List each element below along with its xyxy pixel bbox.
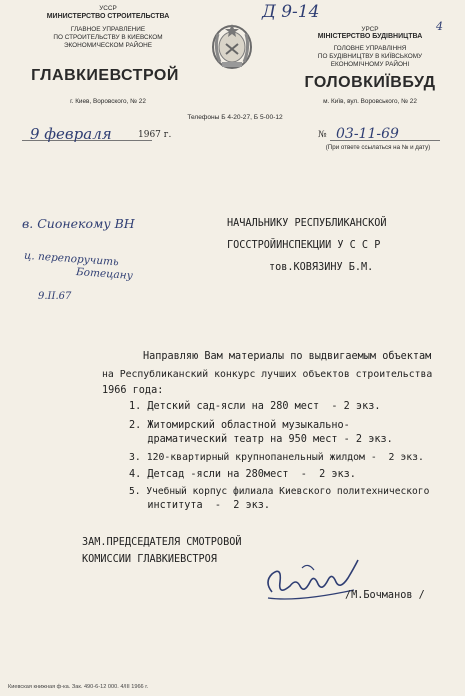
letterhead-left-admin-2: ПО СТРОИТЕЛЬСТВУ В КИЕВСКОМ xyxy=(53,34,163,41)
annotation-corner: 4 xyxy=(436,20,443,33)
addressee-line-3: тов.КОВЯЗИНУ Б.М. xyxy=(269,262,374,273)
number-prefix: № xyxy=(318,130,327,140)
date-handwritten: 9 февраля xyxy=(30,125,112,143)
addressee-line-1: НАЧАЛЬНИКУ РЕСПУБЛИКАНСКОЙ xyxy=(227,218,387,229)
letterhead-right-ministry: МІНІСТЕРСТВО БУДІВНИЦТВА xyxy=(317,33,423,40)
list-item-2: 2. Житомирский областной музыкально- xyxy=(129,420,350,431)
ussr-coat-of-arms-icon xyxy=(210,22,254,70)
date-year: 1967 г. xyxy=(138,130,172,140)
signatory-title-line-1: ЗАМ.ПРЕДСЕДАТЕЛЯ СМОТРОВОЙ xyxy=(82,537,242,548)
letterhead-left-admin-3: ЭКОНОМИЧЕСКОМ РАЙОНЕ xyxy=(63,42,153,49)
letterhead-right-admin-1: ГОЛОВНЕ УПРАВЛІННЯ xyxy=(333,45,407,52)
letterhead-right-admin-3: ЕКОНОМІЧНОМУ РАЙОНІ xyxy=(330,61,410,68)
letterhead-right-ussr: УРСР xyxy=(361,26,379,33)
annotation-top: Д 9-14 xyxy=(262,2,320,22)
reply-note: (При ответе ссылаться на № и дату) xyxy=(325,144,431,151)
signatory-name: /М.Бочманов / xyxy=(345,590,425,601)
list-item-5: 5. Учебный корпус филиала Киевского политехнического xyxy=(129,486,430,497)
list-item-3: 3. 120-квартирный крупнопанельный жилдом - 2 экз. xyxy=(129,452,424,463)
letterhead-right-brand: ГОЛОВКИЇВБУД xyxy=(304,74,436,91)
letterhead-left-admin-1: ГЛАВНОЕ УПРАВЛЕНИЕ xyxy=(70,26,146,33)
letterhead-left-ministry: МИНИСТЕРСТВО СТРОИТЕЛЬСТВА xyxy=(46,13,170,20)
resolution-line-1: в. Сионекому ВН xyxy=(22,216,135,231)
letterhead-left-ussr: УССР xyxy=(99,5,117,12)
body-intro-line-1: Направляю Вам материалы по выдвигаемым объектам xyxy=(143,351,432,362)
addressee-line-2: ГОССТРОЙИНСПЕКЦИИ У С С Р xyxy=(227,240,381,251)
list-item-5-cont: института - 2 экз. xyxy=(129,500,271,511)
letterhead-left-brand: ГЛАВКИЕВСТРОЙ xyxy=(31,67,179,84)
resolution-date: 9.II.67 xyxy=(38,291,72,302)
signatory-title-line-2: КОМИССИИ ГЛАВКИЕВСТРОЯ xyxy=(82,554,217,565)
letterhead-right-address: м. Київ, вул. Воровського, № 22 xyxy=(323,98,417,105)
letterhead-right-admin-2: ПО БУДІВНИЦТВУ В КИЇВСЬКОМУ xyxy=(317,53,423,60)
phones: Телефоны Б 4-20-27, Б 5-00-12 xyxy=(187,114,283,121)
list-item-2-cont: драматический театр на 950 мест - 2 экз. xyxy=(129,434,393,445)
number-handwritten: 03-11-69 xyxy=(336,126,399,142)
resolution-line-3: Ботецану xyxy=(75,266,134,282)
letterhead-left-address: г. Киев, Воровского, № 22 xyxy=(70,98,146,105)
body-intro-line-2: на Республиканский конкурс лучших объектов строительства xyxy=(102,369,433,380)
list-item-1: 1. Детский сад-ясли на 280 мест - 2 экз. xyxy=(129,401,381,412)
resolution-line-2: ц. перепоручить xyxy=(23,249,120,269)
list-item-4: 4. Детсад -ясли на 280мест - 2 экз. xyxy=(129,469,356,480)
body-intro-line-3: 1966 года: xyxy=(102,385,164,396)
footer-print: Киевская книжная ф-ка. Зак. 490-6-12 000. 4/III 1966 г. xyxy=(8,684,149,690)
